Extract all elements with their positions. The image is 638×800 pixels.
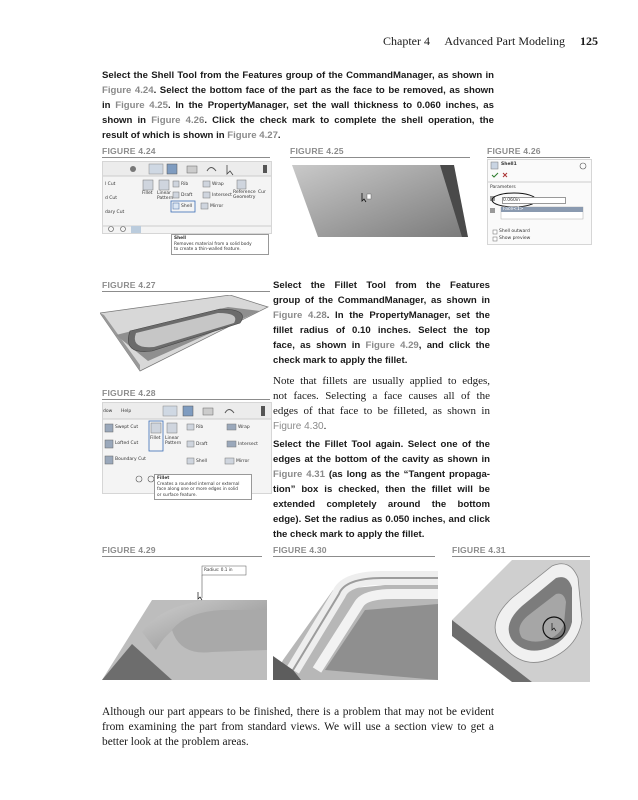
figure-4-28-label: FIGURE 4.28: [102, 388, 156, 398]
para4-text: (as long as the “Tangent propaga-: [324, 469, 490, 480]
shell-icon: [187, 458, 194, 464]
thickness-input[interactable]: 0.060in: [502, 197, 566, 204]
swept-cut-button[interactable]: Swept Cut: [115, 425, 139, 430]
para1-text: result of which is shown in: [102, 130, 228, 141]
para1-text: .: [277, 130, 281, 141]
face-list-item[interactable]: Face<1>: [503, 207, 524, 212]
rib-button[interactable]: Rib: [196, 425, 204, 430]
save-icon: [167, 164, 177, 174]
swept-cut-icon: [105, 424, 113, 432]
figure-4-25-label: FIGURE 4.25: [290, 146, 344, 156]
tooltip-title: Fillet: [157, 476, 170, 481]
tooltip-title: Shell: [174, 236, 187, 241]
para2-line: group of the CommandManager, as shown in: [273, 295, 490, 306]
figure-4-26-label: FIGURE 4.26: [487, 146, 541, 156]
boundary-cut-icon: [105, 456, 113, 464]
rib-icon: [173, 181, 179, 187]
figure-4-26-propertymanager: [487, 159, 592, 245]
rib-button[interactable]: Rib: [181, 182, 189, 187]
para1-line5: [102, 128, 494, 143]
para3-line: Note that fillets are usually applied to edges,: [273, 375, 490, 387]
figure-4-31-model: [452, 560, 590, 682]
para2-line: fillet radius of 0.10 inches. Select the top: [273, 325, 490, 336]
figure-4-25-model: [290, 161, 470, 239]
figure-4-30-model: [273, 560, 438, 680]
boundary-cut-button[interactable]: Boundary Cut: [115, 457, 146, 462]
reference-geometry-button[interactable]: Reference Geometry: [233, 190, 256, 200]
figure-rule: [273, 556, 435, 557]
curves-button[interactable]: Cur: [258, 190, 266, 195]
para3-line: not faces. Selecting a face causes all of the: [273, 390, 490, 402]
para5-line: better look at the problem areas.: [102, 736, 249, 748]
mirror-button[interactable]: Mirror: [210, 204, 224, 209]
para3-line: [273, 419, 490, 434]
zoom-icon: [136, 476, 142, 482]
fig-ref[interactable]: Figure 4.25: [115, 100, 168, 111]
options-icon: [263, 165, 267, 173]
figure-4-27-model: [100, 295, 270, 373]
running-header: [383, 34, 598, 49]
model-bottom-face: [290, 161, 470, 239]
menu-window[interactable]: dow: [103, 409, 113, 414]
face-cursor-icon: [367, 194, 371, 199]
fillet-tooltip: [154, 474, 252, 500]
fillet-button[interactable]: Fillet: [150, 436, 161, 441]
save-icon: [183, 406, 193, 416]
fillet-again-instructions: [273, 437, 490, 542]
rib-icon: [187, 424, 194, 430]
help-icon: [580, 163, 586, 169]
cancel-icon: [503, 173, 507, 177]
cursor-icon: [198, 592, 202, 600]
zoom-area-icon: [121, 227, 126, 232]
para2-text: face, as shown in: [273, 340, 366, 351]
shell-instructions: [102, 68, 494, 143]
fillet-icon: [143, 180, 153, 190]
shell-outward-checkbox: [493, 230, 497, 234]
lofted-cut-button[interactable]: Lofted Cut: [115, 441, 139, 446]
tooltip-line: Creates a rounded internal or external: [157, 481, 240, 487]
para2-line: check mark to apply the fillet.: [273, 355, 408, 366]
fig-ref[interactable]: Figure 4.26: [151, 115, 205, 126]
page-number: 125: [580, 34, 598, 48]
shell-tooltip: [171, 234, 269, 255]
para4-line: extended completely around the bottom: [273, 499, 490, 510]
draft-button[interactable]: Draft: [181, 193, 193, 198]
figure-rule: [102, 157, 270, 158]
show-preview-checkbox: [493, 237, 497, 241]
figure-4-24-toolbar: [102, 161, 272, 234]
para2-text: . In the PropertyManager, set the: [326, 310, 490, 321]
figure-rule: [102, 291, 270, 292]
tooltip-line: or surface feature.: [157, 492, 197, 498]
para2-line: Select the Fillet Tool from the Features: [273, 280, 490, 291]
wrap-button[interactable]: Wrap: [212, 182, 224, 187]
para2-text: , and click the: [418, 340, 491, 351]
para1-line1: Select the Shell Tool from the Features group of the CommandManager, as shown in: [102, 70, 494, 81]
fig-ref[interactable]: Figure 4.28: [273, 310, 327, 321]
intersect-icon: [203, 192, 210, 198]
tooltip-line: Removes material from a solid body: [174, 241, 252, 247]
linear-pattern-button[interactable]: Linear Pattern: [165, 436, 182, 446]
para4-line: [273, 467, 490, 482]
para1-line2: [102, 83, 494, 98]
lofted-cut-icon: [105, 440, 113, 448]
figure-rule: [290, 157, 470, 158]
shell-outward-label[interactable]: Shell outward: [499, 229, 530, 234]
para4-line: tion” box is checked, then the fillet will be: [273, 484, 490, 495]
intersect-icon: [227, 441, 236, 447]
cut2-label[interactable]: d Cut: [105, 196, 118, 201]
radius-callout[interactable]: Radius: 0.1 in: [204, 567, 233, 572]
show-preview-label[interactable]: Show preview: [499, 236, 531, 241]
filleted-edges: [273, 560, 438, 680]
zoom-icon: [109, 227, 114, 232]
cut3-label[interactable]: dary Cut: [105, 210, 125, 215]
fig-ref[interactable]: Figure 4.31: [273, 469, 325, 480]
closing-paragraph: [102, 705, 494, 750]
figure-rule: [487, 157, 590, 158]
fig-ref[interactable]: Figure 4.27: [227, 130, 278, 141]
para4-line: the check mark to apply the fillet.: [273, 529, 425, 540]
figure-4-29-model: [102, 560, 267, 680]
print-icon: [203, 408, 213, 415]
new-icon: [163, 406, 177, 416]
fig-ref[interactable]: Figure 4.29: [365, 340, 419, 351]
para1-text: in: [102, 100, 116, 111]
fig-ref[interactable]: Figure 4.30: [273, 421, 324, 432]
new-icon: [149, 164, 163, 174]
para3-text: .: [323, 420, 327, 432]
shell-button[interactable]: Shell: [196, 459, 207, 464]
mirror-button[interactable]: Mirror: [236, 459, 250, 464]
para5-line: Although our part appears to be finished, there is a problem that may not be evident: [102, 706, 494, 718]
pm-title: Shell1: [501, 162, 517, 167]
ok-check-icon: [492, 173, 498, 177]
figure-4-24-label: FIGURE 4.24: [102, 146, 156, 156]
intersect-button[interactable]: Intersect: [212, 193, 232, 198]
faces-icon: [490, 208, 495, 213]
chapter-label: Chapter 4: [383, 34, 431, 48]
para2-line: [273, 338, 490, 353]
cut1-label[interactable]: l Cut: [105, 182, 116, 187]
shelled-part: [100, 295, 270, 373]
draft-icon: [173, 192, 179, 198]
intersect-button[interactable]: Intersect: [238, 442, 258, 447]
chapter-title: Advanced Part Modeling: [444, 34, 565, 48]
wrap-button[interactable]: Wrap: [238, 425, 250, 430]
menu-help[interactable]: Help: [121, 409, 132, 414]
view-icon: [131, 226, 141, 233]
mirror-icon: [225, 458, 234, 464]
cavity-edge-selection: [452, 560, 590, 682]
fig-ref[interactable]: Figure 4.24: [102, 85, 154, 96]
para4-line: edges at the bottom of the cavity as shown in: [273, 454, 490, 465]
para4-line: edge). Set the radius as 0.050 inches, and click: [273, 514, 490, 525]
linear-pattern-icon: [167, 423, 177, 433]
figure-4-27-label: FIGURE 4.27: [102, 280, 156, 290]
para1-text: . Click the check mark to complete the shell operation, the: [204, 115, 494, 126]
figure-4-30-label: FIGURE 4.30: [273, 545, 327, 555]
para1-line4: [102, 113, 494, 128]
print-icon: [187, 166, 197, 173]
tooltip-line: to create a thin-walled feature.: [174, 247, 241, 252]
para1-text: shown in: [102, 115, 152, 126]
para1-line3: [102, 98, 494, 113]
reference-geometry-icon: [237, 180, 246, 189]
options-icon: [261, 406, 265, 416]
tooltip-line: face along one or more edges in solid: [157, 487, 239, 492]
shell-feature-icon: [491, 162, 498, 169]
fillet-instructions: [273, 278, 490, 368]
para1-text: . Select the bottom face of the part as the face to be removed, as shown: [153, 85, 494, 96]
fillet-icon: [151, 423, 161, 433]
pin-icon: [130, 166, 136, 172]
figure-4-29-label: FIGURE 4.29: [102, 545, 156, 555]
draft-button[interactable]: Draft: [196, 442, 208, 447]
top-face-selection: [102, 560, 267, 680]
para3-line: edges of that face to be filleted, as shown in: [273, 405, 490, 417]
para4-line: Select the Fillet Tool again. Select one of the: [273, 439, 490, 450]
parameters-section[interactable]: Parameters: [490, 185, 516, 190]
figure-rule: [102, 556, 262, 557]
figure-rule: [102, 399, 270, 400]
draft-icon: [187, 441, 194, 447]
mirror-icon: [201, 203, 208, 209]
wrap-icon: [227, 424, 236, 430]
para2-line: [273, 308, 490, 323]
figure-4-31-label: FIGURE 4.31: [452, 545, 506, 555]
fillet-button[interactable]: Fillet: [142, 191, 153, 196]
fillet-note: [273, 374, 490, 434]
shell-button[interactable]: Shell: [181, 204, 192, 209]
para1-text: . In the PropertyManager, set the wall thickness to 0.060 inches, as: [167, 100, 494, 111]
figure-rule: [452, 556, 590, 557]
linear-pattern-button[interactable]: Linear Pattern: [157, 191, 174, 201]
linear-pattern-icon: [159, 180, 169, 190]
wrap-icon: [203, 181, 210, 187]
shell-icon: [173, 203, 179, 209]
para5-line: from examining the part from standard views. We will use a section view to get a: [102, 721, 494, 733]
